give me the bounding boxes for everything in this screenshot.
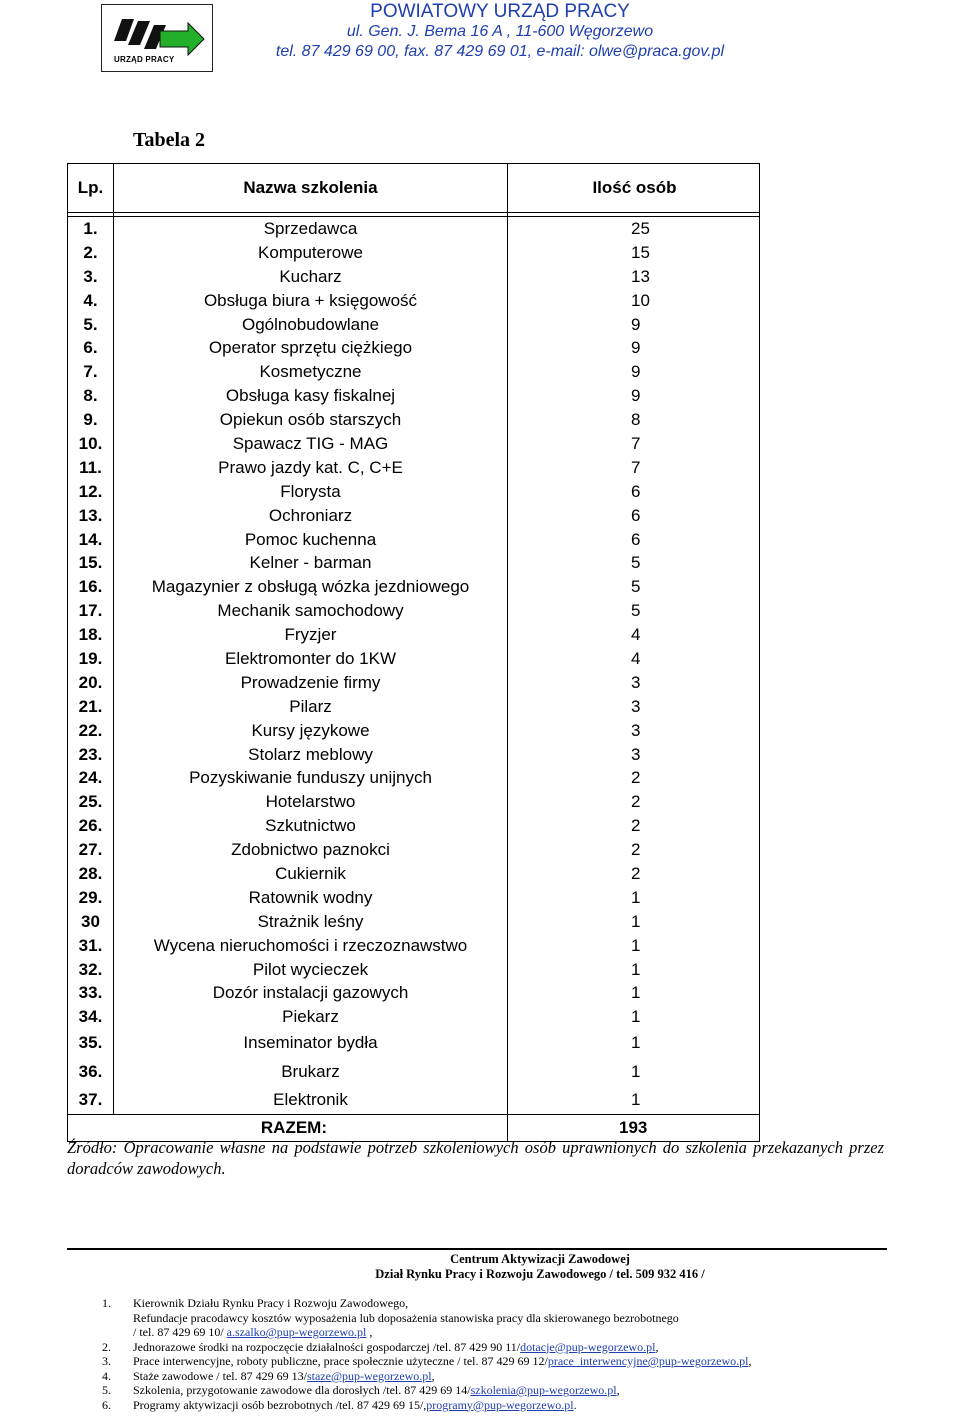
table-row	[68, 265, 759, 289]
footer-item-number: 4.	[102, 1368, 111, 1383]
footer-email-link[interactable]: staze@pup-wegorzewo.pl	[306, 1368, 432, 1383]
footer-item	[102, 1296, 902, 1311]
footer-item-phone: / tel. 87 429 69 10/	[133, 1325, 227, 1339]
table-row	[68, 1029, 759, 1057]
table-title: Tabela 2	[133, 129, 206, 151]
table-row	[68, 313, 759, 337]
row-count: 25	[631, 218, 650, 238]
row-count: 2	[631, 840, 641, 860]
table-row	[68, 384, 759, 408]
column-header-count: Ilość osób	[592, 178, 677, 197]
row-lp: 23.	[68, 743, 114, 767]
table-row	[68, 432, 759, 456]
row-count: 5	[631, 553, 641, 573]
row-lp: 18.	[68, 623, 114, 647]
table-row	[68, 982, 759, 1006]
row-name: Zdobnictwo paznokci	[114, 838, 508, 862]
table-row	[68, 886, 759, 910]
row-count: 1	[631, 1033, 641, 1053]
row-lp: 30	[68, 910, 114, 934]
table-row	[68, 528, 759, 552]
row-lp: 35.	[68, 1029, 114, 1057]
table-row	[68, 1086, 759, 1114]
footer-item-text: Programy aktywizacji osób bezrobotnych /tel. 87 429 69 15/,	[133, 1397, 427, 1412]
footer-item-number: 6.	[102, 1397, 111, 1412]
row-count: 9	[631, 386, 641, 406]
footer-item	[102, 1383, 902, 1398]
footer-item-text: Szkolenia, przygotowanie zawodowe dla dorosłych /tel. 87 429 69 14/	[133, 1383, 471, 1397]
row-name: Sprzedawca	[114, 217, 508, 241]
row-count: 1	[631, 1090, 641, 1110]
row-name: Dozór instalacji gazowych	[114, 982, 508, 1006]
table-row	[68, 551, 759, 575]
row-name: Kucharz	[114, 265, 508, 289]
row-name: Ratownik wodny	[114, 886, 508, 910]
row-lp: 19.	[68, 647, 114, 671]
training-table	[67, 163, 760, 1142]
row-lp: 3.	[68, 265, 114, 289]
row-name: Pilot wycieczek	[114, 958, 508, 982]
row-name: Kosmetyczne	[114, 360, 508, 384]
row-name: Elektronik	[114, 1086, 508, 1114]
row-count: 9	[631, 314, 641, 334]
footer-email-link[interactable]: programy@pup-wegorzewo.pl	[426, 1397, 574, 1412]
row-name: Brukarz	[114, 1058, 508, 1086]
table-row	[68, 862, 759, 886]
footer-item-continuation: Refundacje pracodawcy kosztów wyposażenia lub doposażenia stanowiska pracy dla skierowanego bezrobotnego	[133, 1310, 679, 1325]
footer-item-number: 1.	[102, 1296, 111, 1310]
table-row	[68, 790, 759, 814]
row-name: Obsługa biura + księgowość	[114, 289, 508, 313]
row-lp: 21.	[68, 695, 114, 719]
row-name: Opiekun osób starszych	[114, 408, 508, 432]
footer-item-text: Prace interwencyjne, roboty publiczne, prace społecznie użyteczne / tel. 87 429 69 12/	[133, 1354, 548, 1368]
row-name: Pozyskiwanie funduszy unijnych	[114, 766, 508, 790]
footer-email-link[interactable]: dotacje@pup-wegorzewo.pl	[520, 1339, 656, 1354]
footer-item-suffix: .	[573, 1397, 577, 1412]
row-lp: 29.	[68, 886, 114, 910]
table-row	[68, 1005, 759, 1029]
footer-title: Centrum Aktywizacji Zawodowej	[450, 1252, 630, 1266]
table-row	[68, 575, 759, 599]
source-note: Źródło: Opracowanie własne na podstawie potrzeb szkoleniowych osób uprawnionych do szkolenia przekazanych przez doradców zawodowych.	[67, 1138, 884, 1178]
row-lp: 4.	[68, 289, 114, 313]
row-count: 7	[631, 433, 641, 453]
office-logo	[101, 4, 213, 72]
row-lp: 36.	[68, 1058, 114, 1086]
row-lp: 6.	[68, 336, 114, 360]
row-name: Cukiernik	[114, 862, 508, 886]
row-name: Hotelarstwo	[114, 790, 508, 814]
row-lp: 7.	[68, 360, 114, 384]
footer-item-suffix: ,	[616, 1383, 620, 1397]
row-name: Kelner - barman	[114, 551, 508, 575]
row-count: 3	[631, 672, 641, 692]
row-count: 6	[631, 505, 641, 525]
row-name: Operator sprzętu ciężkiego	[114, 336, 508, 360]
row-count: 4	[631, 625, 641, 645]
row-lp: 10.	[68, 432, 114, 456]
office-address: ul. Gen. J. Bema 16 A , 11-600 Węgorzewo	[346, 23, 654, 40]
table-row	[68, 766, 759, 790]
footer-item-text: Kierownik Działu Rynku Pracy i Rozwoju Zawodowego,	[133, 1296, 409, 1310]
row-count: 1	[631, 1007, 641, 1027]
row-name: Inseminator bydła	[114, 1029, 508, 1057]
row-name: Pomoc kuchenna	[114, 528, 508, 552]
row-count: 5	[631, 601, 641, 621]
row-lp: 33.	[68, 982, 114, 1006]
table-row	[68, 671, 759, 695]
row-name: Szkutnictwo	[114, 814, 508, 838]
table-row	[68, 719, 759, 743]
row-count: 7	[631, 457, 641, 477]
logo-arrow-icon	[108, 11, 208, 57]
logo-text: URZĄD PRACY	[114, 55, 175, 64]
table-row	[68, 910, 759, 934]
column-header-lp: Lp.	[68, 164, 114, 212]
row-lp: 8.	[68, 384, 114, 408]
row-lp: 5.	[68, 313, 114, 337]
row-count: 1	[631, 935, 641, 955]
row-count: 9	[631, 338, 641, 358]
row-lp: 27.	[68, 838, 114, 862]
row-count: 2	[631, 863, 641, 883]
row-count: 1	[631, 959, 641, 979]
footer-email-link[interactable]: prace_interwencyjne@pup-wegorzewo.pl	[547, 1354, 749, 1368]
row-count: 3	[631, 720, 641, 740]
row-name: Mechanik samochodowy	[114, 599, 508, 623]
row-lp: 12.	[68, 480, 114, 504]
row-name: Florysta	[114, 480, 508, 504]
row-lp: 1.	[68, 217, 114, 241]
table-row	[68, 647, 759, 671]
footer-item-number: 5.	[102, 1383, 111, 1397]
table-row	[68, 504, 759, 528]
table-row	[68, 408, 759, 432]
row-name: Ogólnobudowlane	[114, 313, 508, 337]
column-header-name: Nazwa szkolenia	[114, 164, 508, 212]
footer-email-link[interactable]: a.szalko@pup-wegorzewo.pl	[226, 1325, 367, 1339]
row-name: Fryzjer	[114, 623, 508, 647]
row-lp: 16.	[68, 575, 114, 599]
row-lp: 2.	[68, 241, 114, 265]
footer-item-suffix: ,	[748, 1354, 752, 1368]
row-lp: 25.	[68, 790, 114, 814]
footer-contact-list	[102, 1296, 902, 1412]
row-count: 3	[631, 696, 641, 716]
office-name: POWIATOWY URZĄD PRACY	[370, 1, 630, 22]
table-body	[68, 217, 759, 1114]
row-count: 1	[631, 983, 641, 1003]
row-lp: 11.	[68, 456, 114, 480]
row-count: 2	[631, 816, 641, 836]
table-row	[68, 958, 759, 982]
office-contact: tel. 87 429 69 00, fax. 87 429 69 01, e-mail: olwe@praca.gov.pl	[275, 43, 725, 60]
row-lp: 24.	[68, 766, 114, 790]
row-lp: 32.	[68, 958, 114, 982]
footer-item-suffix: ,	[431, 1368, 435, 1383]
row-name: Ochroniarz	[114, 504, 508, 528]
footer-item-continuation	[102, 1325, 902, 1340]
row-name: Komputerowe	[114, 241, 508, 265]
table-row	[68, 456, 759, 480]
footer-item-suffix: ,	[366, 1325, 373, 1339]
table-row	[68, 623, 759, 647]
row-lp: 17.	[68, 599, 114, 623]
row-name: Pilarz	[114, 695, 508, 719]
table-row	[68, 241, 759, 265]
row-count: 3	[631, 744, 641, 764]
footer-divider	[67, 1248, 887, 1250]
table-row	[68, 838, 759, 862]
row-count: 15	[631, 242, 650, 262]
row-name: Strażnik leśny	[114, 910, 508, 934]
footer-item-suffix: ,	[655, 1339, 659, 1354]
footer-email-link[interactable]: szkolenia@pup-wegorzewo.pl	[470, 1383, 617, 1397]
table-row	[68, 289, 759, 313]
row-count: 5	[631, 577, 641, 597]
table-row	[68, 480, 759, 504]
row-count: 10	[631, 290, 650, 310]
row-lp: 31.	[68, 934, 114, 958]
row-lp: 9.	[68, 408, 114, 432]
table-row	[68, 336, 759, 360]
row-lp: 22.	[68, 719, 114, 743]
row-lp: 26.	[68, 814, 114, 838]
row-count: 1	[631, 887, 641, 907]
row-count: 6	[631, 481, 641, 501]
table-row	[68, 814, 759, 838]
table-row	[68, 599, 759, 623]
table-row	[68, 1058, 759, 1086]
row-count: 9	[631, 362, 641, 382]
row-count: 6	[631, 529, 641, 549]
footer-item-text: Staże zawodowe / tel. 87 429 69 13/	[133, 1368, 307, 1383]
footer-department: Dział Rynku Pracy i Rozwoju Zawodowego / tel. 509 932 416 /	[375, 1267, 705, 1281]
row-name: Magazynier z obsługą wózka jezdniowego	[114, 575, 508, 599]
row-lp: 20.	[68, 671, 114, 695]
row-count: 2	[631, 768, 641, 788]
footer-item-text: Jednorazowe środki na rozpoczęcie działalności gospodarczej /tel. 87 429 90 11/	[133, 1339, 521, 1354]
table-row	[68, 743, 759, 767]
table-row	[68, 934, 759, 958]
footer-item	[102, 1369, 902, 1384]
row-name: Prowadzenie firmy	[114, 671, 508, 695]
table-row	[68, 695, 759, 719]
table-row	[68, 360, 759, 384]
row-count: 8	[631, 410, 641, 430]
row-name: Kursy językowe	[114, 719, 508, 743]
row-lp: 13.	[68, 504, 114, 528]
footer-item-number: 2.	[102, 1339, 111, 1354]
total-label: RAZEM:	[114, 1115, 508, 1141]
row-lp: 34.	[68, 1005, 114, 1029]
footer-item	[102, 1340, 902, 1355]
row-lp: 37.	[68, 1086, 114, 1114]
row-name: Elektromonter do 1KW	[114, 647, 508, 671]
table-row	[68, 217, 759, 241]
row-name: Wycena nieruchomości i rzeczoznawstwo	[114, 934, 508, 958]
row-lp: 28.	[68, 862, 114, 886]
row-name: Piekarz	[114, 1005, 508, 1029]
table-header-row	[68, 164, 759, 213]
footer-item	[102, 1398, 902, 1413]
footer-item-number: 3.	[102, 1354, 111, 1368]
row-name: Obsługa kasy fiskalnej	[114, 384, 508, 408]
row-lp: 14.	[68, 528, 114, 552]
row-name: Prawo jazdy kat. C, C+E	[114, 456, 508, 480]
row-count: 4	[631, 648, 641, 668]
row-name: Spawacz TIG - MAG	[114, 432, 508, 456]
footer-item	[102, 1354, 902, 1369]
row-count: 1	[631, 911, 641, 931]
row-count: 2	[631, 792, 641, 812]
total-value: 193	[619, 1118, 648, 1138]
row-name: Stolarz meblowy	[114, 743, 508, 767]
row-count: 13	[631, 266, 650, 286]
row-count: 1	[631, 1061, 641, 1081]
row-lp: 15.	[68, 551, 114, 575]
